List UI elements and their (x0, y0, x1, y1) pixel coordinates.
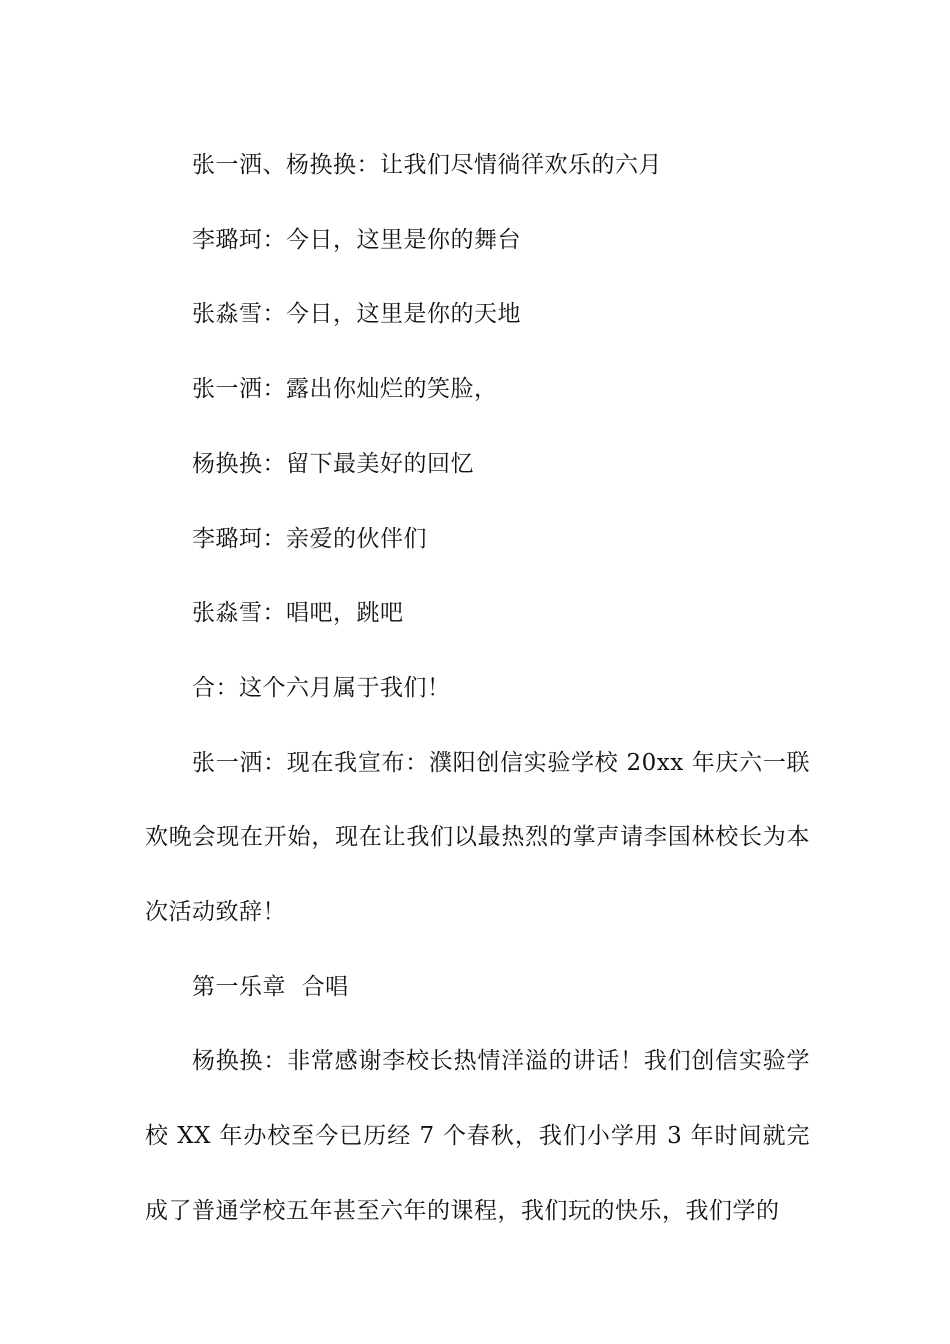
section-heading: 第一乐章 合唱 (192, 973, 349, 1000)
speech-paragraph: 杨换换：非常感谢李校长热情洋溢的讲话！我们创信实验学校 XX 年办校至今已历经 7 个春秋，我们小学用 3 年时间就完成了普通学校五年甚至六年的课程，我们玩的快乐，我们学的 (145, 1048, 810, 1224)
dialogue-line-1: 张一洒、杨换换：让我们尽情徜徉欢乐的六月 (192, 152, 662, 178)
dialogue-line-3: 张淼雪：今日，这里是你的天地 (192, 301, 521, 328)
dialogue-line-4: 张一洒：露出你灿烂的笑脸， (192, 376, 498, 403)
document-body (145, 128, 810, 1249)
dialogue-line-6: 李璐珂：亲爱的伙伴们 (192, 525, 427, 552)
dialogue-line-2: 李璐珂：今日，这里是你的舞台 (192, 226, 521, 253)
dialogue-line-8: 合：这个六月属于我们！ (192, 674, 451, 701)
dialogue-line-5: 杨换换：留下最美好的回忆 (192, 450, 474, 477)
dialogue-line-7: 张淼雪：唱吧，跳吧 (192, 600, 404, 627)
opening-announcement: 张一洒：现在我宣布：濮阳创信实验学校 20xx 年庆六一联欢晚会现在开始，现在让我们以最热烈的掌声请李国林校长为本次活动致辞！ (145, 749, 810, 926)
